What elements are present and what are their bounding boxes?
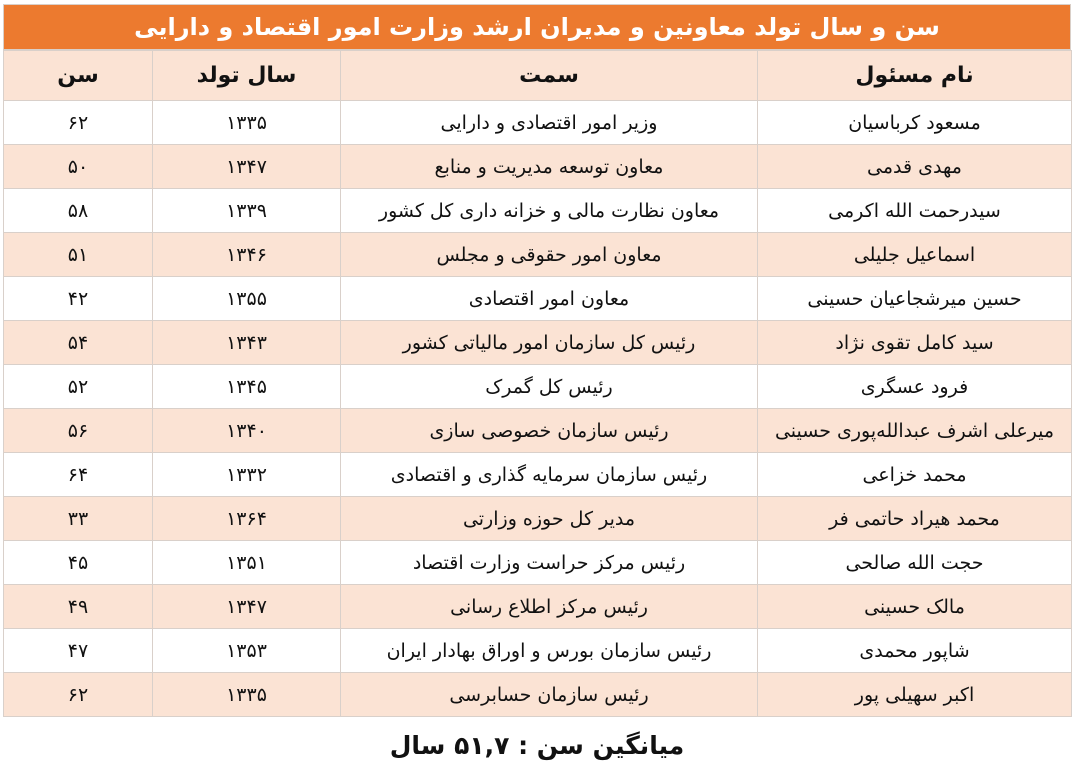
cell-position: معاون امور حقوقی و مجلس bbox=[341, 233, 758, 277]
header-name: نام مسئول bbox=[758, 51, 1072, 101]
cell-position: رئیس مرکز اطلاع رسانی bbox=[341, 585, 758, 629]
cell-name: سیدرحمت الله اکرمی bbox=[758, 189, 1072, 233]
cell-birth-year: ۱۳۳۵ bbox=[153, 101, 341, 145]
cell-age: ۶۴ bbox=[4, 453, 153, 497]
table-row bbox=[4, 409, 1072, 453]
table-row bbox=[4, 321, 1072, 365]
cell-birth-year: ۱۳۴۵ bbox=[153, 365, 341, 409]
cell-name: سید کامل تقوی نژاد bbox=[758, 321, 1072, 365]
cell-birth-year: ۱۳۴۰ bbox=[153, 409, 341, 453]
cell-position: مدیر کل حوزه وزارتی bbox=[341, 497, 758, 541]
cell-birth-year: ۱۳۳۲ bbox=[153, 453, 341, 497]
cell-age: ۴۲ bbox=[4, 277, 153, 321]
cell-age: ۵۴ bbox=[4, 321, 153, 365]
cell-age: ۶۲ bbox=[4, 101, 153, 145]
cell-birth-year: ۱۳۴۷ bbox=[153, 145, 341, 189]
cell-age: ۵۰ bbox=[4, 145, 153, 189]
table-row bbox=[4, 453, 1072, 497]
cell-position: رئیس مرکز حراست وزارت اقتصاد bbox=[341, 541, 758, 585]
cell-birth-year: ۱۳۶۴ bbox=[153, 497, 341, 541]
cell-age: ۵۱ bbox=[4, 233, 153, 277]
table-row bbox=[4, 673, 1072, 717]
cell-age: ۶۲ bbox=[4, 673, 153, 717]
cell-name: اکبر سهیلی پور bbox=[758, 673, 1072, 717]
cell-position: معاون توسعه مدیریت و منابع bbox=[341, 145, 758, 189]
cell-position: معاون نظارت مالی و خزانه داری کل کشور bbox=[341, 189, 758, 233]
table-row bbox=[4, 101, 1072, 145]
cell-age: ۴۷ bbox=[4, 629, 153, 673]
cell-name: مهدی قدمی bbox=[758, 145, 1072, 189]
cell-birth-year: ۱۳۴۳ bbox=[153, 321, 341, 365]
cell-position: معاون امور اقتصادی bbox=[341, 277, 758, 321]
cell-birth-year: ۱۳۴۶ bbox=[153, 233, 341, 277]
cell-age: ۵۸ bbox=[4, 189, 153, 233]
cell-position: رئیس سازمان بورس و اوراق بهادار ایران bbox=[341, 629, 758, 673]
table-row bbox=[4, 541, 1072, 585]
cell-age: ۵۶ bbox=[4, 409, 153, 453]
cell-position: رئیس سازمان خصوصی سازی bbox=[341, 409, 758, 453]
header-row bbox=[4, 51, 1072, 101]
cell-name: مسعود کرباسیان bbox=[758, 101, 1072, 145]
cell-age: ۴۹ bbox=[4, 585, 153, 629]
cell-name: حجت الله صالحی bbox=[758, 541, 1072, 585]
cell-name: محمد خزاعی bbox=[758, 453, 1072, 497]
cell-age: ۵۲ bbox=[4, 365, 153, 409]
header-position: سمت bbox=[341, 51, 758, 101]
average-age-summary: میانگین سن : ۵۱,۷ سال bbox=[389, 731, 685, 760]
cell-birth-year: ۱۳۳۹ bbox=[153, 189, 341, 233]
cell-name: حسین میرشجاعیان حسینی bbox=[758, 277, 1072, 321]
table-row bbox=[4, 189, 1072, 233]
table-row bbox=[4, 233, 1072, 277]
cell-birth-year: ۱۳۵۵ bbox=[153, 277, 341, 321]
table-row bbox=[4, 365, 1072, 409]
cell-name: مالک حسینی bbox=[758, 585, 1072, 629]
cell-name: اسماعیل جلیلی bbox=[758, 233, 1072, 277]
table-row bbox=[4, 145, 1072, 189]
cell-position: رئیس سازمان سرمایه گذاری و اقتصادی bbox=[341, 453, 758, 497]
cell-age: ۴۵ bbox=[4, 541, 153, 585]
table-row bbox=[4, 497, 1072, 541]
table-row bbox=[4, 585, 1072, 629]
cell-name: شاپور محمدی bbox=[758, 629, 1072, 673]
cell-birth-year: ۱۳۵۱ bbox=[153, 541, 341, 585]
cell-name: فرود عسگری bbox=[758, 365, 1072, 409]
cell-position: رئیس کل گمرک bbox=[341, 365, 758, 409]
table-title: سن و سال تولد معاونین و مدیران ارشد وزارت امور اقتصاد و دارایی bbox=[3, 4, 1071, 50]
officials-table bbox=[3, 50, 1072, 717]
table-row bbox=[4, 629, 1072, 673]
header-age: سن bbox=[4, 51, 153, 101]
cell-position: رئیس سازمان حسابرسی bbox=[341, 673, 758, 717]
cell-name: میرعلی اشرف عبدالله‌پوری حسینی bbox=[758, 409, 1072, 453]
table-row bbox=[4, 277, 1072, 321]
cell-position: وزیر امور اقتصادی و دارایی bbox=[341, 101, 758, 145]
cell-name: محمد هیراد حاتمی فر bbox=[758, 497, 1072, 541]
header-birth-year: سال تولد bbox=[153, 51, 341, 101]
cell-birth-year: ۱۳۴۷ bbox=[153, 585, 341, 629]
cell-position: رئیس کل سازمان امور مالیاتی کشور bbox=[341, 321, 758, 365]
cell-birth-year: ۱۳۳۵ bbox=[153, 673, 341, 717]
cell-birth-year: ۱۳۵۳ bbox=[153, 629, 341, 673]
cell-age: ۳۳ bbox=[4, 497, 153, 541]
